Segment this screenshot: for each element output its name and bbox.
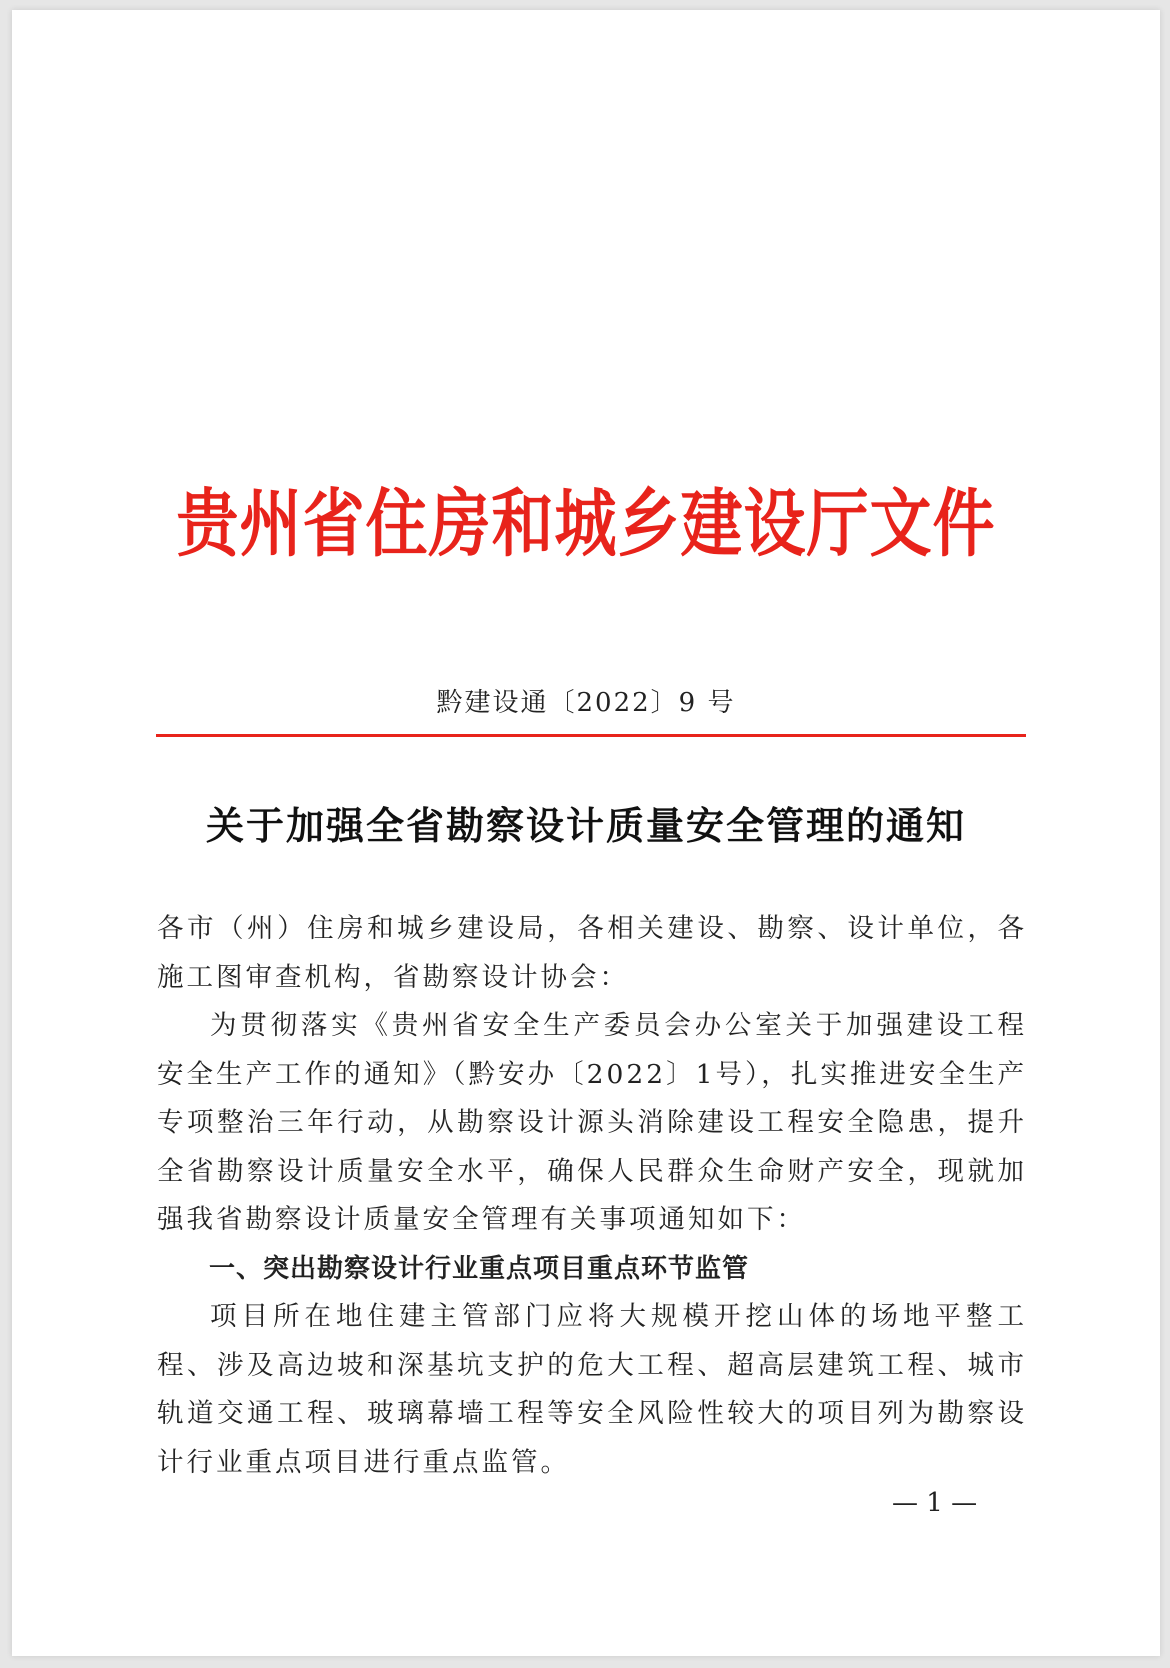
document-number: 黔建设通〔2022〕9 号 bbox=[436, 688, 736, 718]
recipients-paragraph: 各市（州）住房和城乡建设局，各相关建设、勘察、设计单位，各施工图审查机构，省勘察设计协会： bbox=[157, 913, 1027, 993]
section-paragraph: 项目所在地住建主管部门应将大规模开挖山体的场地平整工程、涉及高边坡和深基坑支护的危大工程、超高层建筑工程、城市轨道交通工程、玻璃幕墙工程等安全风险性较大的项目列为勘察设计行业重点项目进行重点监管。 bbox=[157, 1301, 1027, 1478]
page-number: — 1 — bbox=[892, 1488, 978, 1518]
intro-paragraph: 为贯彻落实《贵州省安全生产委员会办公室关于加强建设工程安全生产工作的通知》（黔安办〔2022〕1号），扎实推进安全生产专项整治三年行动，从勘察设计源头消除建设工程安全隐患，提升全省勘察设计质量安全水平，确保人民群众生命财产安全，现就加强我省勘察设计质量安全管理有关事项通知如下： bbox=[157, 1010, 1027, 1235]
section-heading: 一、突出勘察设计行业重点项目重点环节监管 bbox=[209, 1253, 750, 1284]
document-header-title: 贵州省住房和城乡建设厅文件 bbox=[176, 480, 996, 567]
document-page bbox=[12, 10, 1160, 1656]
red-divider-line bbox=[156, 734, 1026, 737]
document-title: 关于加强全省勘察设计质量安全管理的通知 bbox=[205, 804, 966, 848]
document-body bbox=[157, 905, 1027, 1487]
